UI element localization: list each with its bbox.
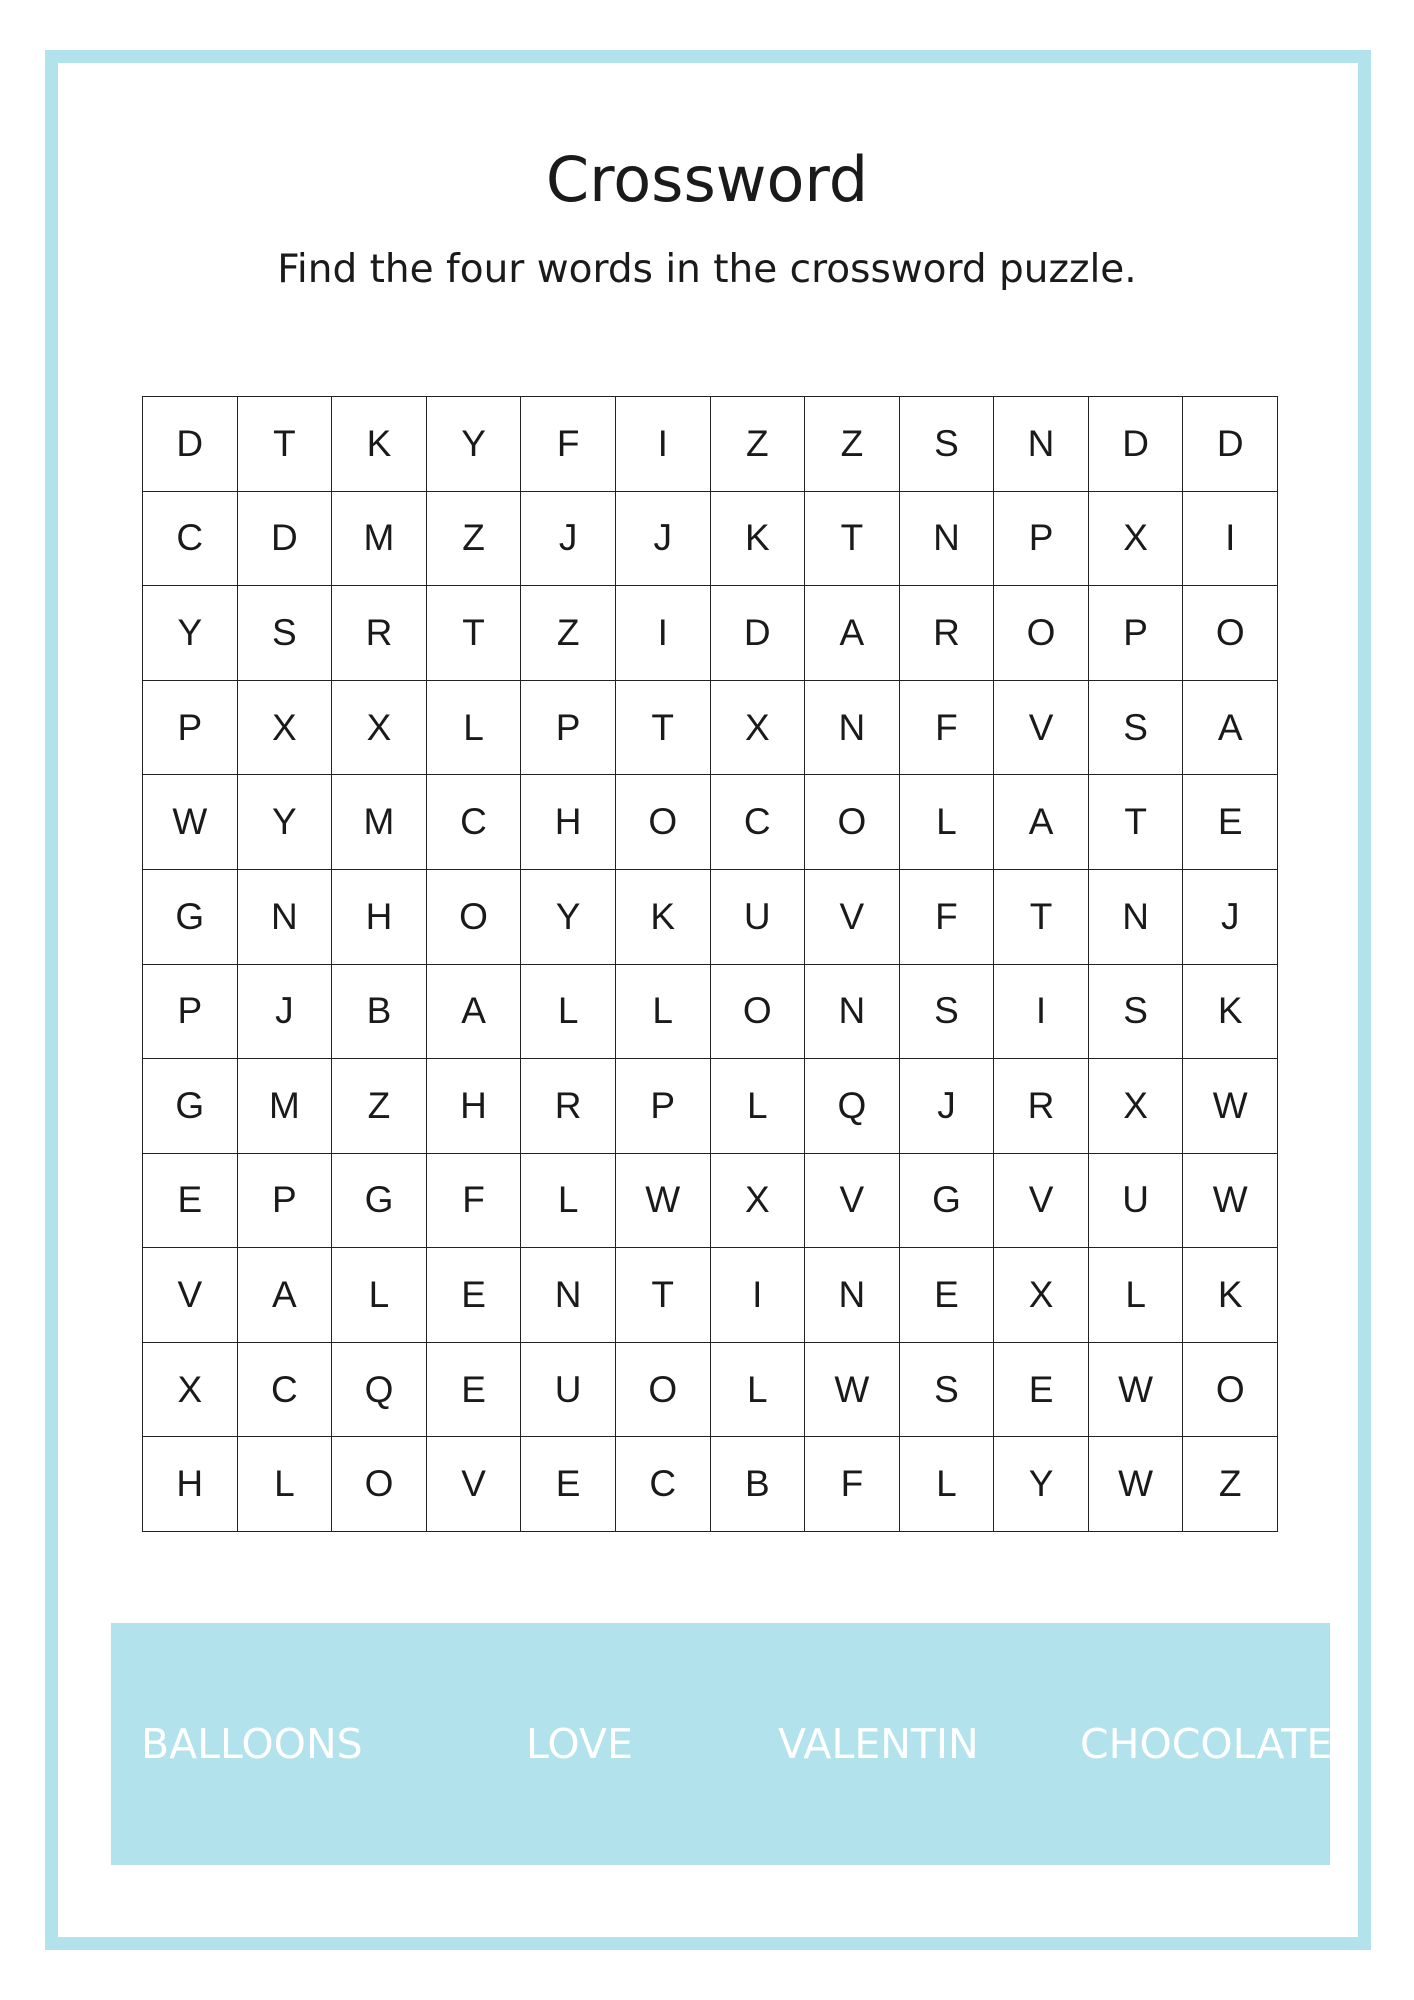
grid-cell[interactable]: O (332, 1437, 427, 1532)
grid-cell[interactable]: H (521, 775, 616, 870)
grid-cell[interactable]: X (1089, 492, 1184, 587)
grid-cell[interactable]: U (711, 870, 806, 965)
grid-cell[interactable]: E (521, 1437, 616, 1532)
grid-cell[interactable]: Z (805, 397, 900, 492)
grid-cell[interactable]: N (900, 492, 995, 587)
grid-cell[interactable]: K (711, 492, 806, 587)
grid-cell[interactable]: I (616, 397, 711, 492)
grid-cell[interactable]: Z (711, 397, 806, 492)
grid-cell[interactable]: D (238, 492, 333, 587)
grid-cell[interactable]: K (616, 870, 711, 965)
grid-cell[interactable]: J (1183, 870, 1278, 965)
grid-cell[interactable]: E (994, 1343, 1089, 1438)
word-valentin: VALENTIN (778, 1720, 979, 1768)
grid-cell[interactable]: D (711, 586, 806, 681)
grid-cell[interactable]: H (427, 1059, 522, 1154)
grid-cell[interactable]: O (616, 1343, 711, 1438)
grid-cell[interactable]: P (521, 681, 616, 776)
grid-cell[interactable]: A (994, 775, 1089, 870)
grid-cell[interactable]: L (427, 681, 522, 776)
grid-cell[interactable]: F (427, 1154, 522, 1249)
grid-cell[interactable]: R (994, 1059, 1089, 1154)
grid-cell[interactable]: E (143, 1154, 238, 1249)
grid-cell[interactable]: I (994, 965, 1089, 1060)
grid-cell[interactable]: E (427, 1343, 522, 1438)
grid-cell[interactable]: S (900, 1343, 995, 1438)
grid-cell[interactable]: E (427, 1248, 522, 1343)
grid-cell[interactable]: Y (143, 586, 238, 681)
grid-cell[interactable]: I (1183, 492, 1278, 587)
page-title: Crossword (545, 143, 869, 216)
grid-cell[interactable]: L (1089, 1248, 1184, 1343)
grid-cell[interactable]: Y (238, 775, 333, 870)
grid-cell[interactable]: N (521, 1248, 616, 1343)
grid-cell[interactable]: N (805, 681, 900, 776)
grid-cell[interactable]: X (711, 681, 806, 776)
grid-cell[interactable]: J (238, 965, 333, 1060)
grid-cell[interactable]: R (521, 1059, 616, 1154)
grid-cell[interactable]: V (805, 870, 900, 965)
grid-cell[interactable]: D (143, 397, 238, 492)
grid-cell[interactable]: V (427, 1437, 522, 1532)
grid-cell[interactable]: V (805, 1154, 900, 1249)
grid-cell[interactable]: P (994, 492, 1089, 587)
grid-cell[interactable]: W (616, 1154, 711, 1249)
grid-cell[interactable]: T (994, 870, 1089, 965)
grid-cell[interactable]: S (900, 397, 995, 492)
grid-cell[interactable]: L (711, 1343, 806, 1438)
word-love: LOVE (526, 1720, 633, 1768)
grid-cell[interactable]: F (521, 397, 616, 492)
grid-cell[interactable]: X (143, 1343, 238, 1438)
grid-cell[interactable]: W (805, 1343, 900, 1438)
grid-cell[interactable]: Y (994, 1437, 1089, 1532)
grid-cell[interactable]: A (238, 1248, 333, 1343)
grid-cell[interactable]: M (332, 492, 427, 587)
grid-cell[interactable]: J (616, 492, 711, 587)
grid-cell[interactable]: W (1089, 1343, 1184, 1438)
grid-cell[interactable]: G (143, 1059, 238, 1154)
grid-cell[interactable]: L (616, 965, 711, 1060)
grid-cell[interactable]: C (427, 775, 522, 870)
grid-cell[interactable]: W (143, 775, 238, 870)
grid-cell[interactable]: X (1089, 1059, 1184, 1154)
grid-cell[interactable]: C (143, 492, 238, 587)
grid-cell[interactable]: K (1183, 1248, 1278, 1343)
grid-cell[interactable]: L (900, 775, 995, 870)
word-chocolate: CHOCOLATE (1080, 1720, 1333, 1768)
grid-cell[interactable]: I (711, 1248, 806, 1343)
grid-cell[interactable]: C (711, 775, 806, 870)
grid-cell[interactable]: K (332, 397, 427, 492)
grid-cell[interactable]: J (900, 1059, 995, 1154)
grid-cell[interactable]: K (1183, 965, 1278, 1060)
grid-cell[interactable]: R (900, 586, 995, 681)
grid-cell[interactable]: O (427, 870, 522, 965)
grid-cell[interactable]: F (900, 870, 995, 965)
grid-cell[interactable]: M (332, 775, 427, 870)
grid-cell[interactable]: U (1089, 1154, 1184, 1249)
grid-cell[interactable]: X (238, 681, 333, 776)
grid-cell[interactable]: X (994, 1248, 1089, 1343)
grid-cell[interactable]: D (1183, 397, 1278, 492)
grid-cell[interactable]: W (1089, 1437, 1184, 1532)
grid-cell[interactable]: A (805, 586, 900, 681)
grid-cell[interactable]: S (238, 586, 333, 681)
word-balloons: BALLOONS (141, 1720, 363, 1768)
grid-cell[interactable]: T (616, 681, 711, 776)
letter-grid (142, 396, 1278, 1532)
grid-cell[interactable]: Y (427, 397, 522, 492)
grid-cell[interactable]: P (238, 1154, 333, 1249)
grid-cell[interactable]: N (1089, 870, 1184, 965)
grid-cell[interactable]: E (1183, 775, 1278, 870)
grid-cell[interactable]: O (994, 586, 1089, 681)
grid-cell[interactable]: Z (521, 586, 616, 681)
grid-cell[interactable]: X (711, 1154, 806, 1249)
grid-cell[interactable]: T (427, 586, 522, 681)
grid-cell[interactable]: F (900, 681, 995, 776)
grid-cell[interactable]: L (521, 965, 616, 1060)
grid-cell[interactable]: W (1183, 1059, 1278, 1154)
grid-cell[interactable]: L (900, 1437, 995, 1532)
grid-cell[interactable]: F (805, 1437, 900, 1532)
grid-cell[interactable]: Z (427, 492, 522, 587)
grid-cell[interactable]: J (521, 492, 616, 587)
grid-cell[interactable]: O (711, 965, 806, 1060)
grid-cell[interactable]: L (332, 1248, 427, 1343)
grid-cell[interactable]: P (616, 1059, 711, 1154)
grid-cell[interactable]: O (1183, 586, 1278, 681)
grid-cell[interactable]: Z (1183, 1437, 1278, 1532)
grid-cell[interactable]: Q (332, 1343, 427, 1438)
grid-cell[interactable]: E (900, 1248, 995, 1343)
grid-cell[interactable]: O (1183, 1343, 1278, 1438)
grid-cell[interactable]: R (332, 586, 427, 681)
grid-cell[interactable]: I (616, 586, 711, 681)
grid-cell[interactable]: D (1089, 397, 1184, 492)
grid-cell[interactable]: H (332, 870, 427, 965)
grid-cell[interactable]: V (143, 1248, 238, 1343)
grid-cell[interactable]: M (238, 1059, 333, 1154)
grid-cell[interactable]: L (238, 1437, 333, 1532)
word-bank (111, 1623, 1333, 1865)
grid-cell[interactable]: C (238, 1343, 333, 1438)
grid-cell[interactable]: G (143, 870, 238, 965)
grid-cell[interactable]: Q (805, 1059, 900, 1154)
grid-cell[interactable]: P (1089, 586, 1184, 681)
instructions: Find the four words in the crossword puzzle. (277, 247, 1137, 292)
grid-cell[interactable]: S (900, 965, 995, 1060)
grid-cell[interactable]: A (427, 965, 522, 1060)
grid-cell[interactable]: T (616, 1248, 711, 1343)
grid-cell[interactable]: B (711, 1437, 806, 1532)
grid-cell[interactable]: G (332, 1154, 427, 1249)
grid-cell[interactable]: S (1089, 965, 1184, 1060)
grid-cell[interactable]: P (143, 965, 238, 1060)
grid-cell[interactable]: Z (332, 1059, 427, 1154)
grid-cell[interactable]: L (521, 1154, 616, 1249)
grid-cell[interactable]: T (1089, 775, 1184, 870)
grid-cell[interactable]: O (616, 775, 711, 870)
grid-cell[interactable]: C (616, 1437, 711, 1532)
grid-cell[interactable]: T (238, 397, 333, 492)
grid-cell[interactable]: G (900, 1154, 995, 1249)
grid-cell[interactable]: Y (521, 870, 616, 965)
grid-cell[interactable]: N (805, 1248, 900, 1343)
grid-cell[interactable]: T (805, 492, 900, 587)
grid-cell[interactable]: O (805, 775, 900, 870)
grid-cell[interactable]: V (994, 681, 1089, 776)
grid-cell[interactable]: L (711, 1059, 806, 1154)
grid-cell[interactable]: S (1089, 681, 1184, 776)
grid-cell[interactable]: P (143, 681, 238, 776)
grid-cell[interactable]: B (332, 965, 427, 1060)
grid-cell[interactable]: V (994, 1154, 1089, 1249)
grid-cell[interactable]: N (994, 397, 1089, 492)
grid-cell[interactable]: N (805, 965, 900, 1060)
grid-cell[interactable]: A (1183, 681, 1278, 776)
grid-cell[interactable]: U (521, 1343, 616, 1438)
grid-cell[interactable]: W (1183, 1154, 1278, 1249)
grid-cell[interactable]: X (332, 681, 427, 776)
grid-cell[interactable]: N (238, 870, 333, 965)
grid-cell[interactable]: H (143, 1437, 238, 1532)
